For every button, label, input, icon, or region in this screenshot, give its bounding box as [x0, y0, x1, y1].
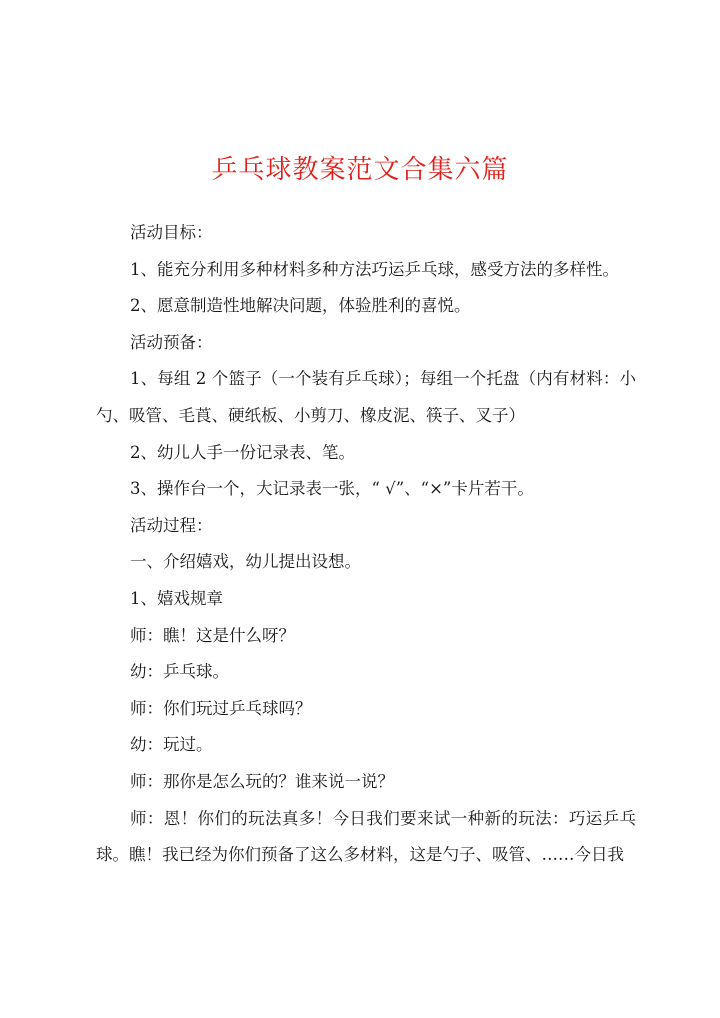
paragraph: 3、操作台一个，大记录表一张，“ √”、“×”卡片若干。 [130, 479, 534, 499]
document-body [96, 215, 636, 874]
paragraph: 活动预备： [130, 332, 213, 352]
paragraph: 一、介绍嬉戏，幼儿提出设想。 [130, 552, 361, 572]
paragraph: 1、能充分利用多种材料多种方法巧运乒乓球，感受方法的多样性。 [130, 259, 619, 279]
paragraph: 2、愿意制造性地解决问题，体验胜利的喜悦。 [130, 296, 471, 316]
document-title: 乒乓球教案范文合集六篇 [211, 155, 509, 185]
paragraph: 幼：乒乓球。 [130, 662, 229, 682]
paragraph: 幼：玩过。 [130, 735, 213, 755]
paragraph: 1、嬉戏规章 [130, 588, 223, 608]
paragraph: 活动过程： [130, 515, 213, 535]
paragraph: 师：你们玩过乒乓球吗？ [130, 698, 312, 718]
paragraph: 2、幼儿人手一份记录表、笔。 [130, 442, 355, 462]
paragraph: 师：瞧！这是什么呀？ [130, 625, 295, 645]
paragraph: 师：恩！你们的玩法真多！今日我们要来试一种新的玩法：巧运乒乓球。瞧！我已经为你们预备了这么多材料，这是勺子、吸管、……今日我 [96, 808, 636, 865]
paragraph: 1、每组 2 个篮子（一个装有乒乓球）；每组一个托盘（内有材料：小勺、吸管、毛莨、硬纸板、小剪刀、橡皮泥、筷子、叉子） [96, 369, 636, 425]
paragraph: 师：那你是怎么玩的？谁来说一说？ [130, 771, 394, 791]
paragraph: 活动目标： [130, 223, 213, 242]
